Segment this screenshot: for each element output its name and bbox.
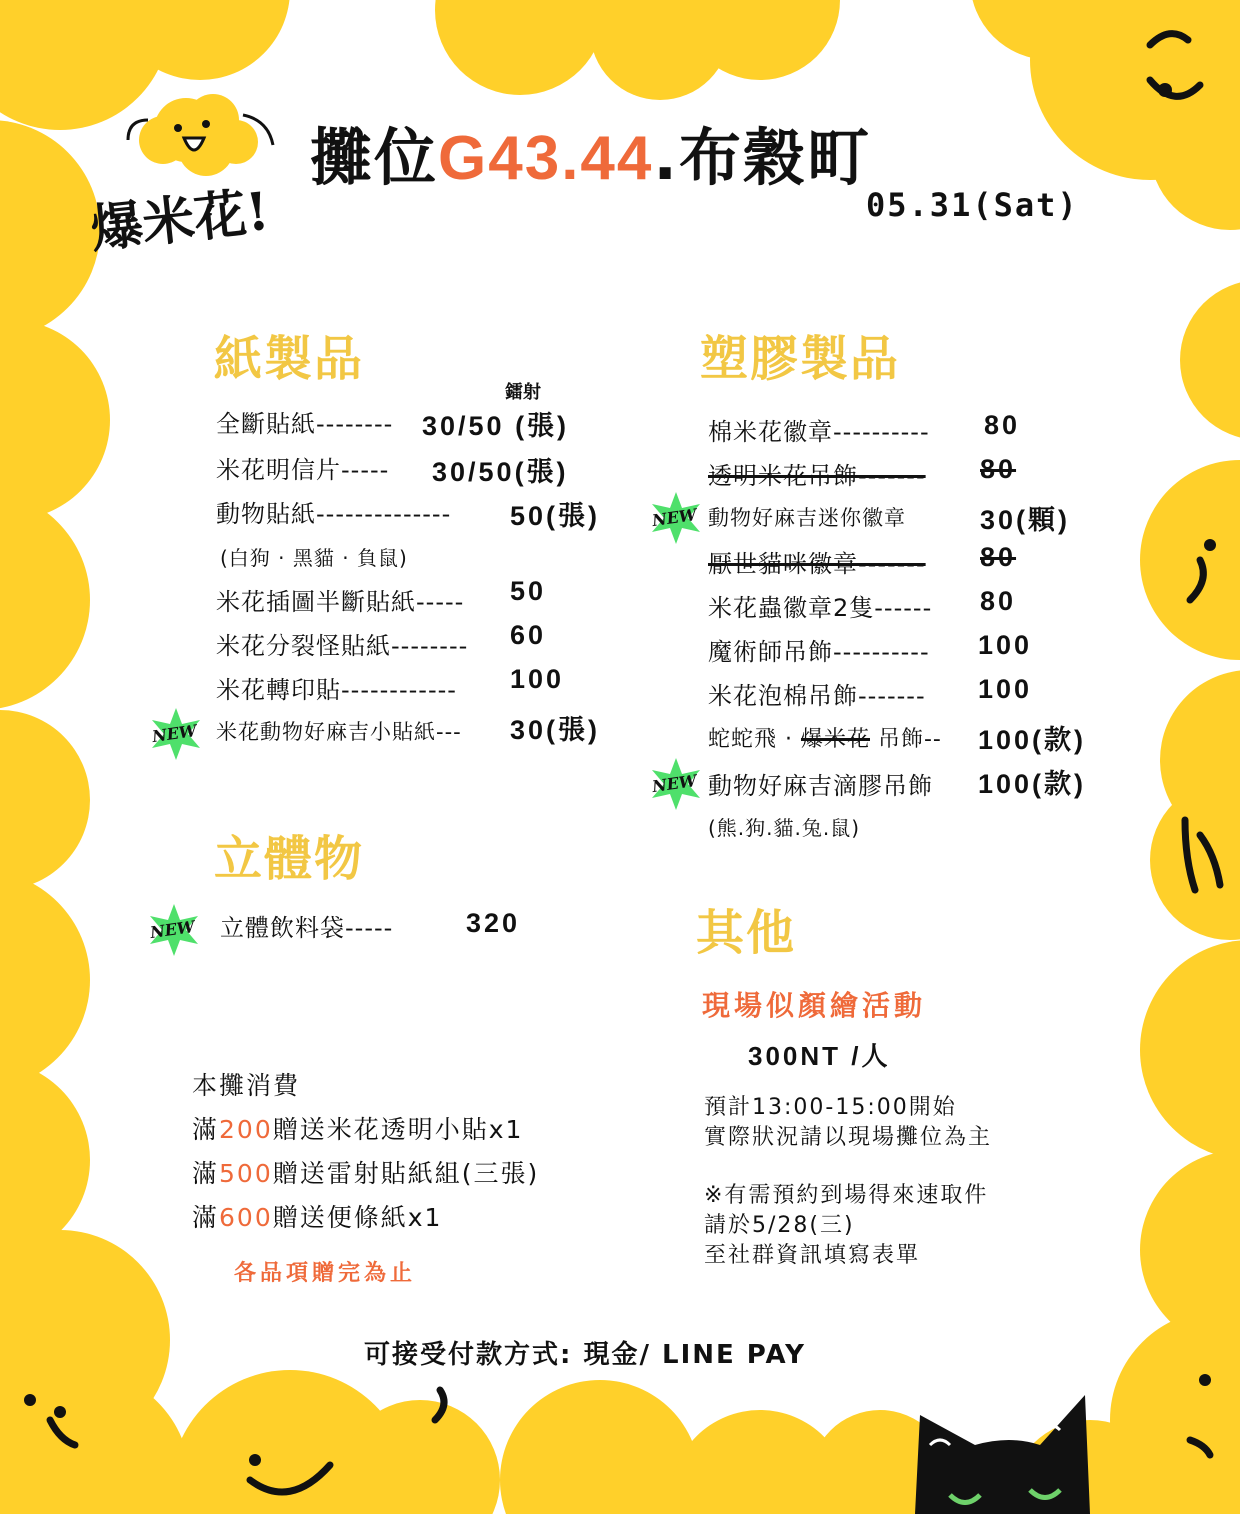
payment-methods: 可接受付款方式: 現金/ LINE PAY xyxy=(364,1340,806,1370)
title-suffix: .布穀町 xyxy=(653,121,871,194)
paper-item-name: 米花分裂怪貼紙-------- xyxy=(216,632,469,660)
animal-variants-note: (熊.狗.貓.兔.鼠) xyxy=(708,816,861,840)
event-date: 05.31(Sat) xyxy=(866,186,1079,224)
paper-item-name: 動物貼紙-------------- xyxy=(216,500,452,528)
plastic-item-name-soldout: 透明米花吊飾------- xyxy=(708,462,926,490)
reserve-note-line: 請於5/28(三) xyxy=(704,1213,855,1238)
plastic-item-price: 100 xyxy=(978,674,1033,704)
new-badge-icon: NEW xyxy=(648,756,704,812)
section-title-paper: 紙製品 xyxy=(214,331,365,387)
paper-item-price: 50(張) xyxy=(510,501,601,531)
section-title-other: 其他 xyxy=(696,905,797,961)
plastic-item-price: 30(顆) xyxy=(980,505,1071,535)
plastic-item-price-soldout: 80 xyxy=(980,542,1017,572)
3d-item-name: 立體飲料袋----- xyxy=(220,914,394,942)
plastic-item-price: 80 xyxy=(984,410,1021,440)
portrait-activity-title: 現場似顏繪活動 xyxy=(702,989,927,1022)
paper-item-name: 米花轉印貼------------ xyxy=(216,676,457,704)
plastic-item-name-soldout: 厭世貓咪徽章------- xyxy=(708,550,926,578)
page-title xyxy=(310,108,871,197)
portrait-activity-price: 300NT /人 xyxy=(748,1041,891,1071)
plastic-item-name: 動物好麻吉滴膠吊飾 xyxy=(708,772,933,800)
popcorn-charm-soldout: 爆米花 xyxy=(800,727,870,752)
title-prefix: 攤位 xyxy=(310,121,439,194)
paper-item-name: 米花動物好麻吉小貼紙--- xyxy=(216,720,462,744)
paper-item-price: 50 xyxy=(510,576,547,606)
plastic-item-name: 米花蟲徽章2隻------ xyxy=(708,594,933,622)
logo-text: 爆米花! xyxy=(87,180,273,261)
new-badge-icon: NEW xyxy=(146,902,202,958)
promo-line: 滿500贈送雷射貼紙組(三張) xyxy=(192,1159,540,1188)
promo-heading: 本攤消費 xyxy=(192,1071,301,1100)
charm-suffix: 吊飾-- xyxy=(870,727,942,752)
paper-item-price: 100 xyxy=(510,664,565,694)
promo-line: 滿200贈送米花透明小貼x1 xyxy=(192,1115,524,1144)
plastic-item-name: 棉米花徽章---------- xyxy=(708,418,930,446)
plastic-item-price: 100(款) xyxy=(978,769,1087,799)
plastic-item-price: 80 xyxy=(980,586,1017,616)
new-badge-icon: NEW xyxy=(148,706,204,762)
reserve-note-line: 至社群資訊填寫表單 xyxy=(704,1243,921,1268)
plastic-item-name: 米花泡棉吊飾------- xyxy=(708,682,926,710)
cat-illustration xyxy=(915,1395,1090,1514)
reserve-note-line: ※有需預約到場得來速取件 xyxy=(704,1183,989,1208)
promo-line: 滿600贈送便條紙x1 xyxy=(192,1203,443,1232)
paper-item-name: 全斷貼紙-------- xyxy=(216,410,394,438)
activity-time-line: 預計13:00-15:00開始 xyxy=(704,1095,957,1120)
paper-item-price: 30/50 (張) xyxy=(422,411,570,441)
popcorn-logo xyxy=(87,80,308,261)
paper-item-price: 30/50(張) xyxy=(432,457,569,487)
new-badge-icon: NEW xyxy=(648,490,704,546)
promo-limit-note: 各品項贈完為止 xyxy=(234,1261,417,1286)
plastic-item-price: 100(款) xyxy=(978,725,1087,755)
snake-charm-label: 蛇蛇飛 · xyxy=(708,727,801,752)
section-title-plastic: 塑膠製品 xyxy=(700,331,901,387)
plastic-item-name: 魔術師吊飾---------- xyxy=(708,638,930,666)
plastic-item-price: 100 xyxy=(978,630,1033,660)
promo-amount: 200 xyxy=(219,1115,273,1144)
plastic-item-price-soldout: 80 xyxy=(980,454,1017,484)
animal-variants-note: (白狗 · 黑貓 · 負鼠) xyxy=(220,546,408,570)
promo-amount: 600 xyxy=(219,1203,273,1232)
paper-item-price: 30(張) xyxy=(510,715,601,745)
promo-amount: 500 xyxy=(219,1159,273,1188)
paper-item-name: 米花明信片----- xyxy=(216,456,390,484)
plastic-item-name xyxy=(708,722,942,753)
paper-item-price: 60 xyxy=(510,620,547,650)
3d-item-price: 320 xyxy=(466,908,521,938)
laser-label: 鐳射 xyxy=(505,382,541,403)
activity-time-note: 實際狀況請以現場攤位為主 xyxy=(704,1125,993,1150)
section-title-3d: 立體物 xyxy=(214,831,365,887)
paper-item-name: 米花插圖半斷貼紙----- xyxy=(216,588,465,616)
booth-number: G43.44 xyxy=(438,124,654,193)
plastic-item-name: 動物好麻吉迷你徽章 xyxy=(708,506,906,530)
